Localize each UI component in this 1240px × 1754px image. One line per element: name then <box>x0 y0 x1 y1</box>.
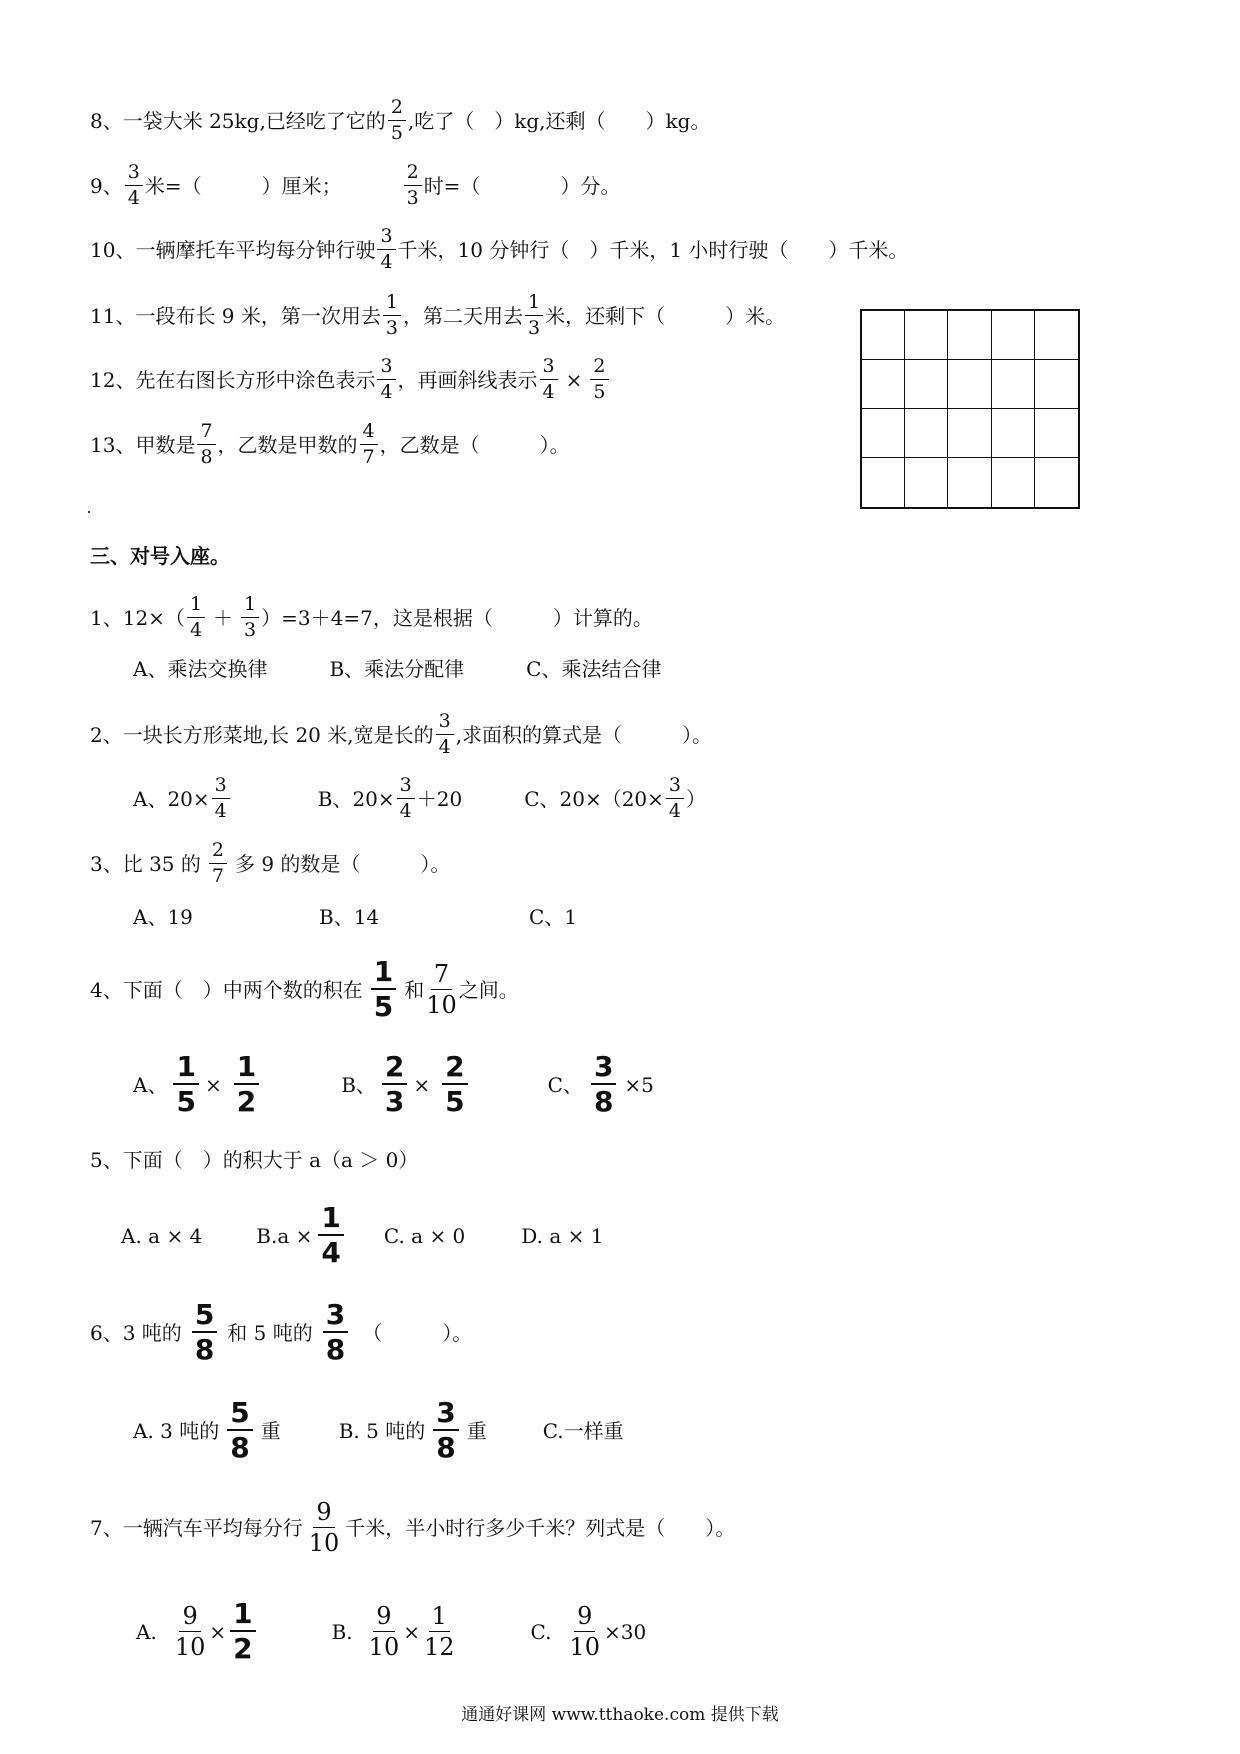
grid-cell <box>948 409 991 458</box>
s2-option-c: C、20×（20× <box>524 786 664 811</box>
s1-plus: ＋ <box>213 605 234 630</box>
section3-question-1 <box>90 595 653 640</box>
s4-fraction-2: $\frac{7}{10}$ <box>426 960 457 1019</box>
s7-option-a-fraction-2: $\frac{1}{2}$ <box>230 1600 255 1663</box>
grid-cell <box>992 409 1035 458</box>
s4-option-b-times: × <box>413 1072 431 1097</box>
s5-option-b-fraction: $\frac{1}{4}$ <box>318 1204 343 1267</box>
q10-fraction: $\frac{3}{4}$ <box>377 227 395 272</box>
s6-option-b-fraction: $\frac{3}{8}$ <box>433 1399 458 1462</box>
s4-options <box>133 1050 654 1118</box>
s2-option-b-fraction: $\frac{3}{4}$ <box>397 776 415 821</box>
q13-text-b: ，乙数是甲数的 <box>217 432 358 457</box>
q10-text-a: 10、一辆摩托车平均每分钟行驶 <box>90 237 376 262</box>
s4-option-b: B、 <box>341 1072 376 1097</box>
s7-options <box>136 1597 647 1665</box>
grid-cell <box>905 360 948 409</box>
section3-question-3 <box>90 841 450 886</box>
grid-cell <box>948 458 991 507</box>
s2-options <box>133 776 706 821</box>
s4-option-b-fraction-1: $\frac{2}{3}$ <box>382 1053 407 1116</box>
grid-cell <box>862 311 905 360</box>
rectangle-grid <box>860 309 1080 509</box>
page-footer <box>0 1700 1240 1725</box>
q9-text-c: 时=（ ）分。 <box>423 173 621 198</box>
s4-option-a-fraction-1: $\frac{1}{5}$ <box>173 1053 198 1116</box>
s1-option-a: A、乘法交换律 <box>133 657 268 681</box>
q8-text-a: 8、一袋大米 25kg,已经吃了它的 <box>90 108 386 133</box>
s1-option-c: C、乘法结合律 <box>526 657 662 681</box>
s4-text-a: 4、下面（ ）中两个数的积在 <box>90 977 363 1002</box>
question-12 <box>90 357 611 402</box>
s3-text-a: 3、比 35 的 <box>90 851 201 876</box>
s4-option-a: A、 <box>133 1072 168 1097</box>
q11-text-c: 米，还剩下（ ）米。 <box>545 303 786 328</box>
s5-option-d: D. a × 1 <box>521 1223 604 1248</box>
q9-fraction-2: $\frac{2}{3}$ <box>404 163 422 208</box>
grid-cell <box>948 360 991 409</box>
q11-text-b: ，第二天用去 <box>402 303 523 328</box>
s6-option-a-tail: 重 <box>260 1418 281 1443</box>
s5-option-a: A. a × 4 <box>121 1223 203 1248</box>
q12-text-a: 12、先在右图长方形中涂色表示 <box>90 367 376 392</box>
grid-cell <box>992 311 1035 360</box>
s6-fraction-2: $\frac{3}{8}$ <box>323 1301 348 1364</box>
s7-option-a: A. <box>136 1619 157 1644</box>
s3-options <box>133 907 577 927</box>
s7-option-b-fraction-1: $\frac{9}{10}$ <box>368 1602 400 1661</box>
grid-cell <box>905 311 948 360</box>
q8-text-b: ,吃了（ ）kg,还剩（ ）kg。 <box>407 108 711 133</box>
s7-option-c-tail: ×30 <box>604 1619 647 1644</box>
section3-question-5: 5、下面（ ）的积大于 a（a ＞ 0） <box>90 1148 419 1172</box>
s1-text-a: 1、12×（ <box>90 605 185 630</box>
q13-text-c: ，乙数是（ ）。 <box>379 432 570 457</box>
s6-option-a: A. 3 吨的 <box>133 1418 220 1443</box>
s6-option-b: B. 5 吨的 <box>338 1418 426 1443</box>
s6-option-a-fraction: $\frac{5}{8}$ <box>227 1399 252 1462</box>
s7-text-a: 7、一辆汽车平均每分行 <box>90 1515 303 1540</box>
s3-text-b: 多 9 的数是（ ）。 <box>234 851 451 876</box>
s4-option-a-fraction-2: $\frac{1}{2}$ <box>234 1053 259 1116</box>
s3-fraction: $\frac{2}{7}$ <box>209 841 227 886</box>
s5-option-c: C. a × 0 <box>383 1223 466 1248</box>
grid-cell <box>948 311 991 360</box>
s1-fraction-1: $\frac{1}{4}$ <box>187 595 205 640</box>
s7-option-b: B. <box>331 1619 353 1644</box>
s1-option-b: B、乘法分配律 <box>329 657 465 681</box>
s7-text-b: 千米，半小时行多少千米？列式是（ ）。 <box>345 1515 736 1540</box>
s7-fraction: $\frac{9}{10}$ <box>308 1498 340 1557</box>
section3-question-6 <box>90 1298 473 1366</box>
question-13 <box>90 422 570 467</box>
q13-fraction-2: $\frac{4}{7}$ <box>360 422 378 467</box>
grid-cell <box>1035 458 1078 507</box>
s7-option-b-times: × <box>403 1619 420 1644</box>
s6-option-b-tail: 重 <box>466 1418 487 1443</box>
s6-text-b: 和 5 吨的 <box>227 1320 313 1345</box>
s3-option-c: C、1 <box>529 905 578 929</box>
section3-question-4 <box>90 955 519 1023</box>
grid-cell <box>862 360 905 409</box>
q13-text-a: 13、甲数是 <box>90 432 196 457</box>
q12-text-b: ，再画斜线表示 <box>397 367 538 392</box>
q12-fraction-3: $\frac{2}{5}$ <box>590 357 608 402</box>
s7-option-a-times: × <box>209 1619 227 1644</box>
q12-fraction-2: $\frac{3}{4}$ <box>540 357 558 402</box>
grid-cell <box>1035 360 1078 409</box>
grid-cell <box>862 409 905 458</box>
s3-option-a: A、19 <box>133 905 193 929</box>
s4-fraction-1: $\frac{1}{5}$ <box>371 958 396 1021</box>
s1-text-b: ）=3＋4=7，这是根据（ ）计算的。 <box>261 605 653 630</box>
footer-text: 通通好课网 www.tthaoke.com 提供下载 <box>461 1705 779 1725</box>
grid-cell <box>862 458 905 507</box>
grid-cell <box>905 458 948 507</box>
s1-fraction-2: $\frac{1}{3}$ <box>241 595 259 640</box>
s1-options <box>133 659 661 679</box>
s2-option-a: A、20× <box>133 786 210 811</box>
section3-question-2 <box>90 712 712 757</box>
s4-text-c: 之间。 <box>458 977 519 1002</box>
s2-fraction: $\frac{3}{4}$ <box>436 712 454 757</box>
s6-options <box>133 1396 624 1464</box>
question-11 <box>90 293 785 338</box>
s6-text-c: （ ）。 <box>362 1320 473 1345</box>
question-8 <box>90 98 710 143</box>
s2-option-b: B、20× <box>317 786 395 811</box>
s7-option-b-fraction-2: $\frac{1}{12}$ <box>423 1602 455 1661</box>
s2-option-c-fraction: $\frac{3}{4}$ <box>666 776 684 821</box>
s2-text-a: 2、一块长方形菜地,长 20 米,宽是长的 <box>90 722 434 747</box>
grid-cell <box>1035 311 1078 360</box>
s6-text-a: 6、3 吨的 <box>90 1320 182 1345</box>
s2-option-b-tail: ＋20 <box>416 786 463 811</box>
s3-option-b: B、14 <box>319 905 380 929</box>
s4-option-c-fraction: $\frac{3}{8}$ <box>591 1053 616 1116</box>
q11-fraction-2: $\frac{1}{3}$ <box>525 293 543 338</box>
q9-text-b: 米=（ ）厘米； <box>144 173 342 198</box>
q13-fraction-1: $\frac{7}{8}$ <box>197 422 215 467</box>
s4-option-b-fraction-2: $\frac{2}{5}$ <box>442 1053 467 1116</box>
question-9 <box>90 163 620 208</box>
section-3-heading: 三、对号入座。 <box>90 544 230 568</box>
q8-fraction: $\frac{2}{5}$ <box>388 98 406 143</box>
q11-text-a: 11、一段布长 9 米，第一次用去 <box>90 303 381 328</box>
s2-option-c-tail: ） <box>686 786 707 811</box>
s5-option-b: B.a × <box>256 1223 313 1248</box>
s7-option-c-fraction: $\frac{9}{10}$ <box>569 1602 601 1661</box>
s4-option-a-times: × <box>204 1072 222 1097</box>
s4-text-b: 和 <box>404 977 425 1002</box>
s4-option-c-tail: ×5 <box>624 1072 654 1097</box>
stray-dot <box>88 511 90 513</box>
question-10 <box>90 227 908 272</box>
q11-fraction-1: $\frac{1}{3}$ <box>383 293 401 338</box>
s6-fraction-1: $\frac{5}{8}$ <box>192 1301 217 1364</box>
grid-cell <box>1035 409 1078 458</box>
q12-times: × <box>565 367 583 392</box>
grid-cell <box>905 409 948 458</box>
s7-option-a-fraction-1: $\frac{9}{10}$ <box>174 1602 206 1661</box>
s2-option-a-fraction: $\frac{3}{4}$ <box>212 776 230 821</box>
section3-question-7 <box>90 1500 735 1555</box>
q12-fraction-1: $\frac{3}{4}$ <box>377 357 395 402</box>
s4-option-c: C、 <box>547 1072 583 1097</box>
grid-cell <box>992 360 1035 409</box>
s7-option-c: C. <box>530 1619 552 1644</box>
s2-text-b: ,求面积的算式是（ ）。 <box>455 722 713 747</box>
grid-cell <box>992 458 1035 507</box>
q9-text-a: 9、 <box>90 173 123 198</box>
q10-text-b: 千米，10 分钟行（ ）千米，1 小时行驶（ ）千米。 <box>397 237 909 262</box>
s6-option-c: C.一样重 <box>542 1418 624 1443</box>
s5-options <box>121 1201 604 1269</box>
q9-fraction-1: $\frac{3}{4}$ <box>125 163 143 208</box>
